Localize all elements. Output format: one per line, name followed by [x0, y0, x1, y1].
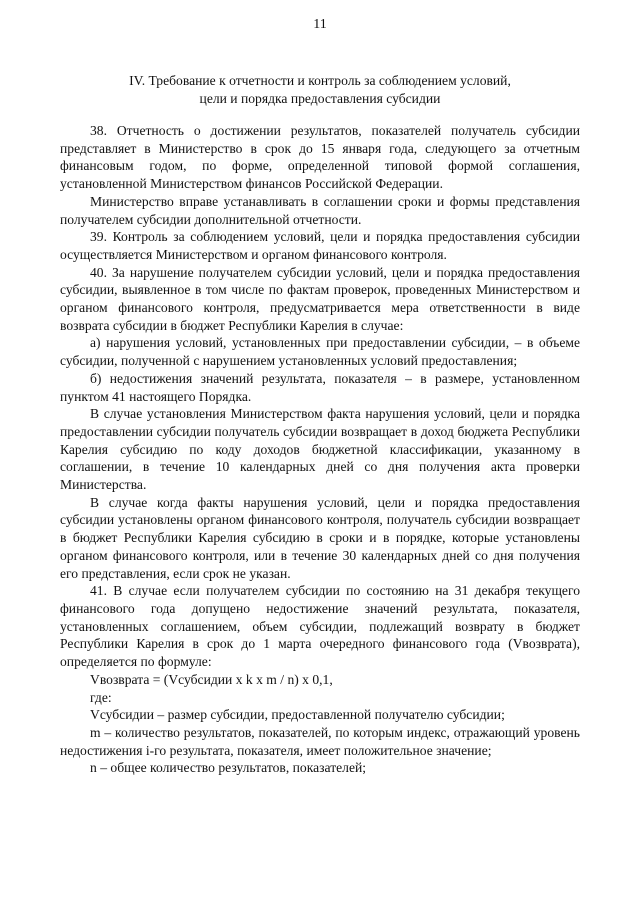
definition-intro: где:	[90, 689, 112, 705]
paragraph-40: 40. За нарушение получателем субсидии условий, цели и порядка предоставления субсидии, выявленное в том числе по фактам проверок, проведенных Министерством и органом финансового контроля, предусматривается мера ответственности в виде возврата субсидии в бюджет Республики Карелия в случае:	[60, 264, 580, 333]
paragraph-item-b: б) недостижения значений результата, показателя – в размере, установленном пунктом 41 настоящего Порядка.	[60, 370, 580, 404]
paragraph-38: 38. Отчетность о достижении результатов, показателей получатель субсидии представляет в Министерство в срок до 15 января года, следующего за отчетным финансовым годом, по форме, определенной типовой формой соглашения, установленной Министерством финансов Российской Федерации.	[60, 123, 580, 192]
definition-item: m – количество результатов, показателей, по которым индекс, отражающий уровень недостижения i-го результата, показателя, имеет положительное значение;	[60, 724, 580, 758]
section-title-line: цели и порядка предоставления субсидии	[199, 90, 441, 106]
section-title-line: IV. Требование к отчетности и контроль за соблюдением условий,	[129, 73, 511, 88]
paragraph: В случае установления Министерством факта нарушения условий, цели и порядка предоставлении субсидии получатель субсидии возвращает в доход бюджета Республики Карелия субсидию по коду доходов бюджетной классификации, указанному в соглашении, в течение 10 календарных дней со дня получения акта проверки Министерства.	[60, 406, 580, 493]
document-body	[60, 122, 580, 777]
paragraph-39: 39. Контроль за соблюдением условий, цели и порядка предоставления субсидии осуществляется Министерством и органом финансового контроля.	[60, 229, 580, 262]
page-number: 11	[313, 17, 327, 32]
paragraph-item-a: а) нарушения условий, установленных при предоставлении субсидии, – в объеме субсидии, полученной с нарушением установленных условий предоставления;	[60, 335, 580, 369]
paragraph-41: 41. В случае если получателем субсидии по состоянию на 31 декабря текущего финансового года допущено недостижение значений результата, показателя, установленных соглашением, объем субсидии, подлежащий возврату в бюджет Республики Карелия в срок до 1 марта очередного финансового года (Vвозврата), определяется по формуле:	[60, 583, 580, 670]
definition-item: n – общее количество результатов, показателей;	[90, 760, 367, 776]
formula: Vвозврата = (Vсубсидии x k x m / n) x 0,1,	[90, 671, 333, 687]
definition-item: Vсубсидии – размер субсидии, предоставленной получателю субсидии;	[90, 707, 505, 723]
paragraph: Министерство вправе устанавливать в соглашении сроки и формы представления получателем субсидии дополнительной отчетности.	[60, 193, 580, 227]
section-title	[60, 72, 580, 107]
paragraph: В случае когда факты нарушения условий, цели и порядка предоставления субсидии установлены органом финансового контроля, получатель субсидии возвращает в бюджет Республики Карелия субсидию в сроки и в порядке, которые установлены органом финансового контроля, или в течение 30 календарных дней со дня получения его представления, если срок не указан.	[60, 494, 580, 581]
